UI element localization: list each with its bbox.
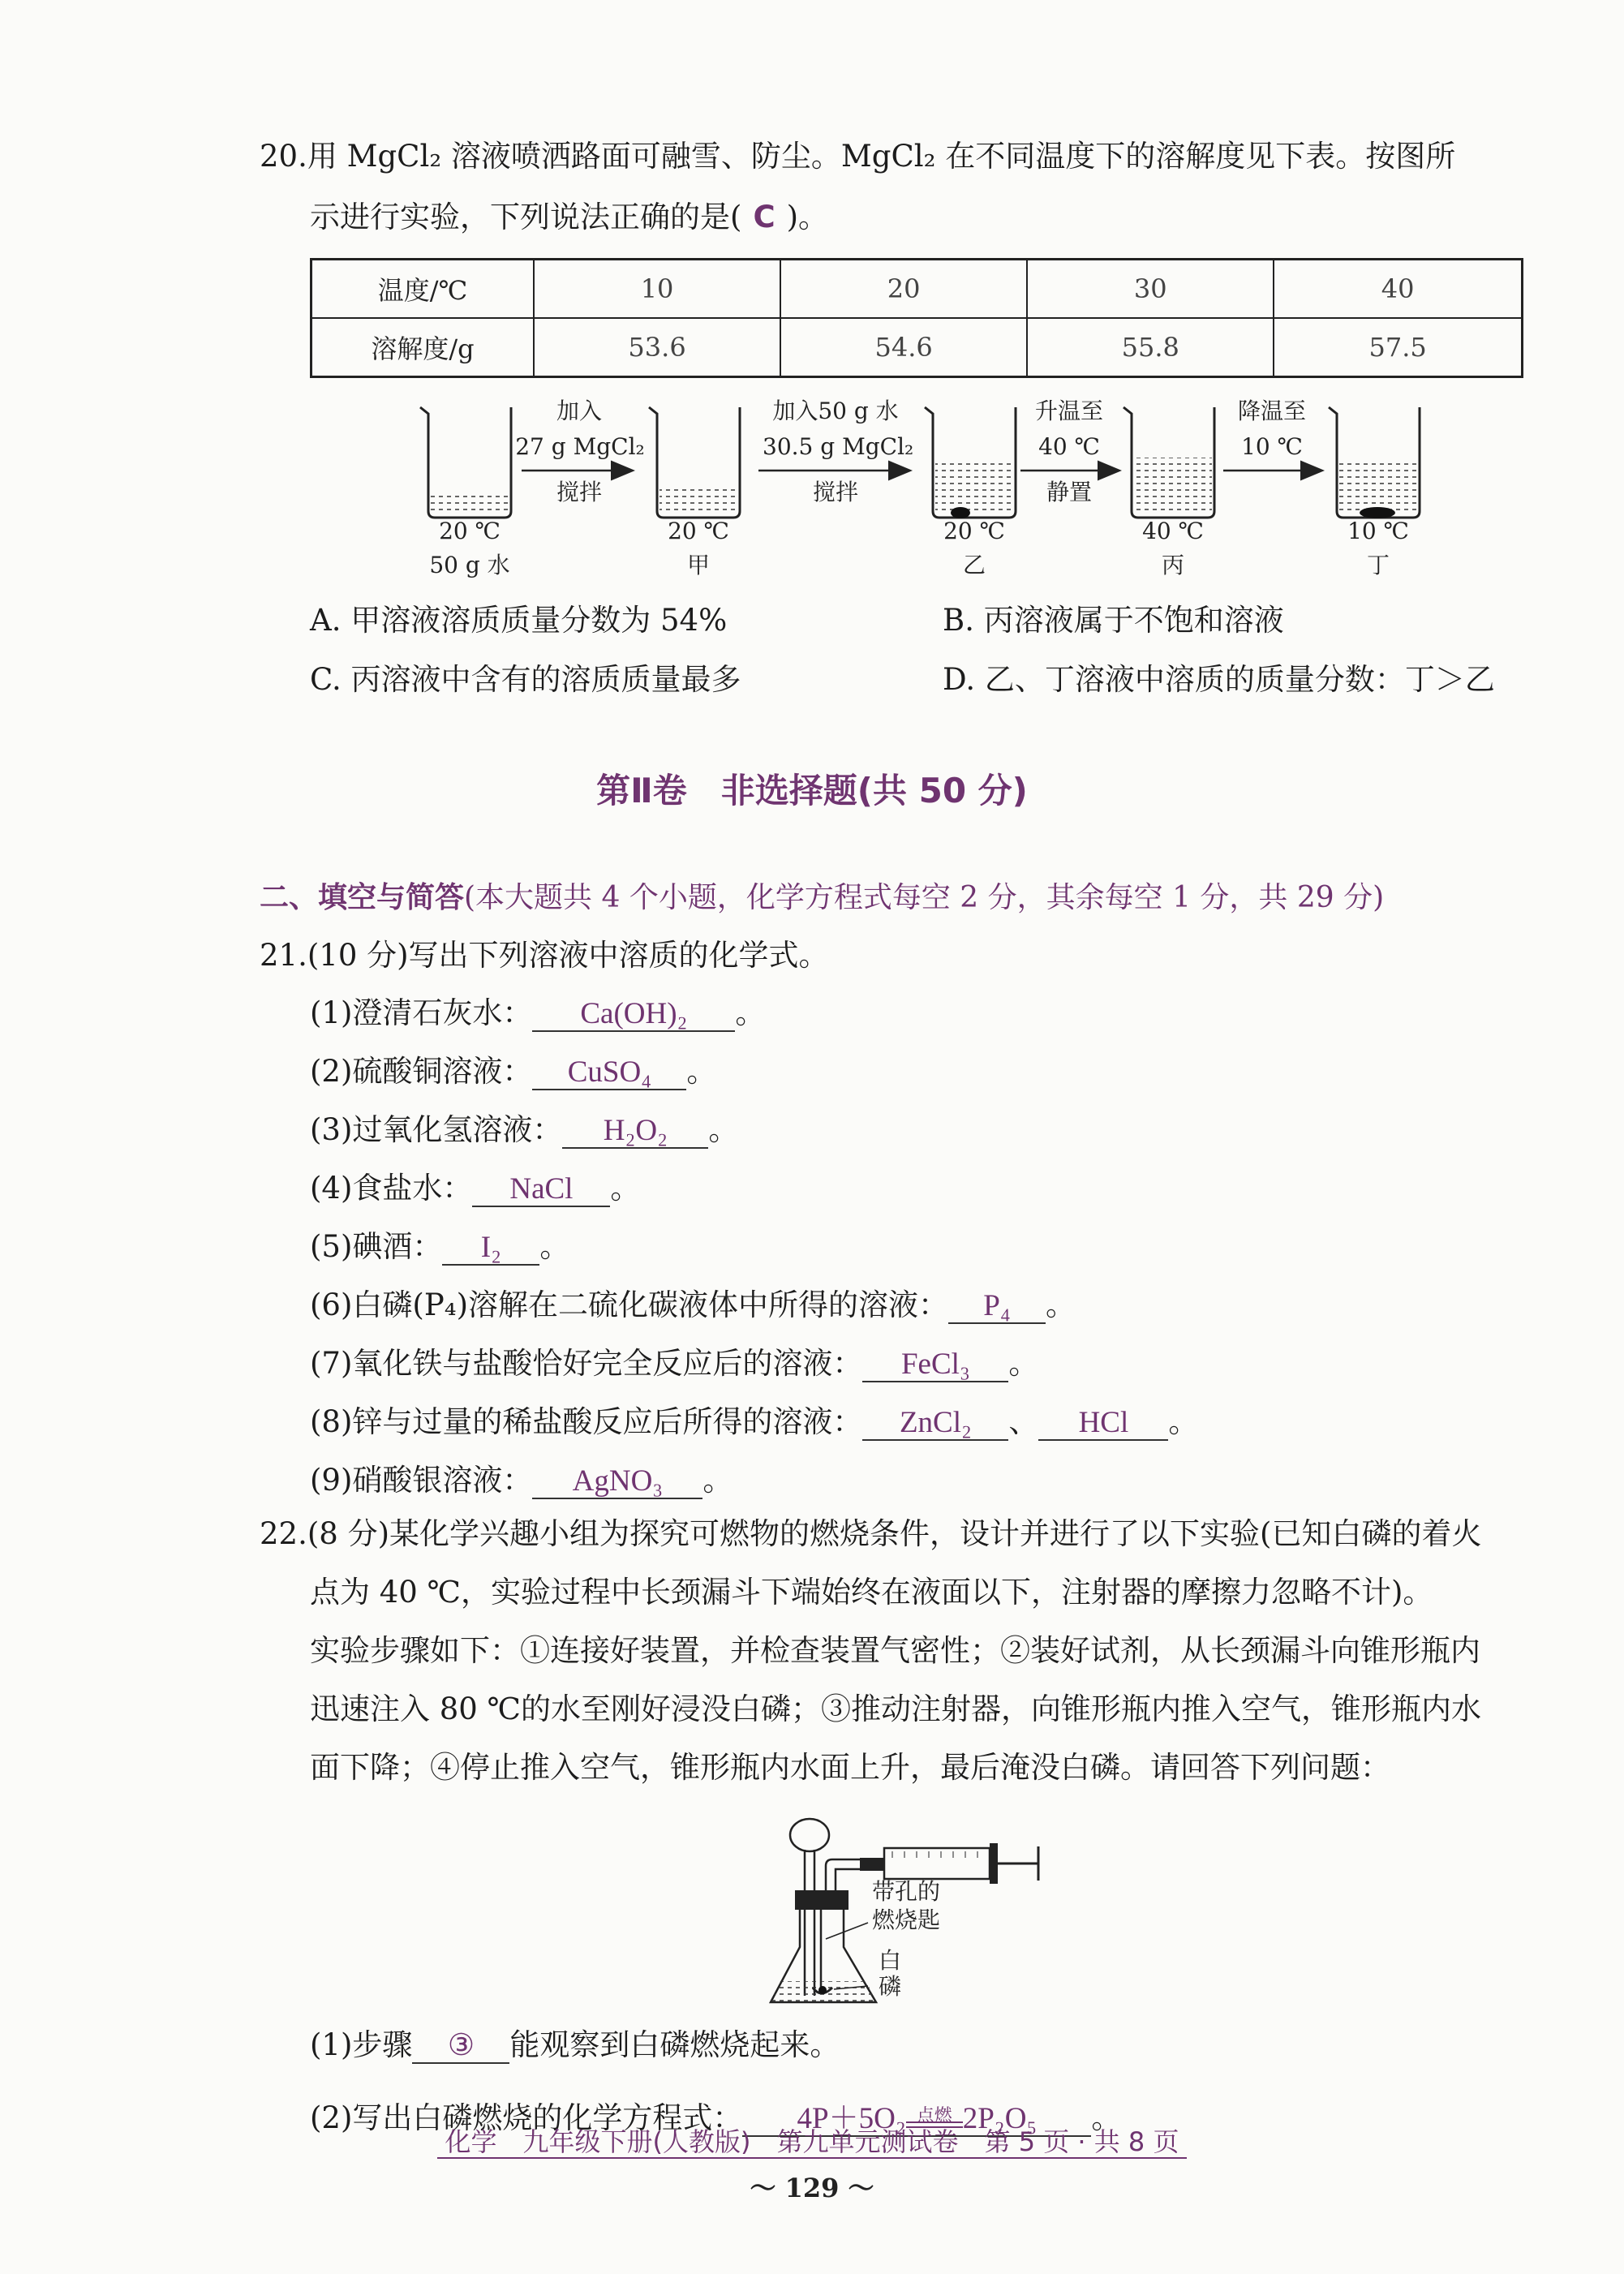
q22-sub2-pre: (2)写出白磷燃烧的化学方程式： — [310, 2100, 743, 2135]
footer — [0, 2121, 1624, 2159]
arrow1-top: 加入 — [556, 398, 602, 424]
q21-item-1 — [310, 995, 765, 1032]
fig-label-spoon-2: 燃烧匙 — [872, 1906, 941, 1933]
q20-line1: 20.用 MgCl₂ 溶液喷洒路面可融雪、防尘。MgCl₂ 在不同温度下的溶解度见下表。按图所 — [260, 139, 1456, 174]
q21-item-label: (1)澄清石灰水： — [310, 995, 533, 1030]
q21-item-label: (9)硝酸银溶液： — [310, 1463, 533, 1498]
beaker4-temp: 10 ℃ — [1347, 518, 1409, 544]
arrow2-mid: 30.5 g MgCl₂ — [763, 433, 914, 460]
q20-line2-pre: 示进行实验，下列说法正确的是( — [310, 200, 742, 234]
equation-left: 4P＋5O₂ — [797, 2102, 906, 2135]
q21-item-4 — [310, 1170, 640, 1207]
table-cell: 57.5 — [1274, 318, 1522, 377]
answer-blank: CuSO₄ — [532, 1056, 686, 1090]
table-cell: 20 — [780, 260, 1027, 319]
period: 。 — [1008, 1346, 1039, 1381]
q20-line2 — [310, 199, 828, 236]
answer-blank: Ca(OH)₂ — [532, 998, 735, 1032]
q21-item-8 — [310, 1404, 1198, 1441]
page-number: ～ 129 ～ — [750, 2173, 874, 2203]
q22-sub1-pre: (1)步骤 — [310, 2027, 413, 2062]
q20-option-b: B. 丙溶液属于不饱和溶液 — [943, 603, 1284, 638]
answer-blank: ZnCl₂ — [862, 1407, 1008, 1441]
table-header-temp: 温度/℃ — [311, 260, 535, 319]
q21-item-label: (5)碘酒： — [310, 1229, 443, 1264]
q22-sub1-post: 能观察到白磷燃烧起来。 — [509, 2027, 840, 2062]
arrow2-bottom: 搅拌 — [812, 479, 858, 505]
table-cell: 40 — [1274, 260, 1522, 319]
answer-blank: AgNO₃ — [532, 1465, 702, 1499]
equation-condition: 点燃 — [916, 2106, 952, 2126]
q21-stem: 21.(10 分)写出下列溶液中溶质的化学式。 — [260, 938, 829, 973]
beaker2-temp: 20 ℃ — [943, 518, 1005, 544]
answer-blank: NaCl — [472, 1173, 610, 1207]
q20-answer: C — [753, 200, 775, 234]
q20-line2-post: )。 — [786, 200, 829, 234]
table-cell: 10 — [534, 260, 780, 319]
answer-blank: H₂O₂ — [562, 1115, 708, 1149]
section2-heading-bold: 二、填空与简答 — [260, 881, 465, 914]
period: 。 — [539, 1229, 570, 1264]
beaker1-label: 甲 — [686, 552, 710, 578]
period: 。 — [708, 1112, 739, 1147]
q21-item-2 — [310, 1053, 716, 1090]
q22-line1: 22.(8 分)某化学兴趣小组为探究可燃物的燃烧条件，设计并进行了以下实验(已知白磷的着火 — [260, 1516, 1482, 1551]
period: 。 — [1168, 1404, 1199, 1439]
footer-text: 化学 九年级下册(人教版) 第九单元测试卷 第 5 页 · 共 8 页 — [437, 2126, 1188, 2159]
beaker-yi — [925, 407, 1016, 518]
beaker3-label: 丙 — [1161, 552, 1184, 578]
q21-item-3 — [310, 1111, 738, 1149]
q21-item-6 — [310, 1287, 1076, 1324]
q21-item-label: (4)食盐水： — [310, 1171, 473, 1206]
beaker-jia — [649, 407, 740, 518]
q21-item-5 — [310, 1228, 569, 1266]
equation-right: 2P₂O₅ — [962, 2102, 1038, 2135]
arrow2-top: 加入50 g 水 — [772, 398, 899, 424]
arrow1-mid: 27 g MgCl₂ — [515, 433, 645, 460]
beaker-water — [420, 407, 511, 518]
beaker1-temp: 20 ℃ — [668, 518, 729, 544]
beaker2-label: 乙 — [962, 552, 986, 578]
period: 。 — [686, 1054, 717, 1089]
q21-item-7 — [310, 1345, 1038, 1382]
beaker-ding — [1329, 407, 1420, 518]
fig-label-spoon-1: 带孔的 — [872, 1878, 941, 1905]
q22-sub2-post: 。 — [1091, 2100, 1122, 2135]
q21-item-9 — [310, 1462, 733, 1499]
part2-title: 第Ⅱ卷 非选择题(共 50 分) — [596, 771, 1028, 810]
section2-heading-rest: (本大题共 4 个小题，化学方程式每空 2 分，其余每空 1 分，共 29 分) — [464, 881, 1385, 914]
arrow1-bottom: 搅拌 — [556, 479, 602, 505]
period: 。 — [702, 1463, 733, 1498]
period: 。 — [735, 995, 766, 1030]
period: 。 — [610, 1171, 641, 1206]
table-cell: 30 — [1027, 260, 1274, 319]
q20-option-d: D. 乙、丁溶液中溶质的质量分数：丁＞乙 — [943, 662, 1495, 697]
beaker-bing — [1123, 407, 1214, 518]
q22-sub1 — [310, 2027, 840, 2064]
answer-blank-2: HCl — [1038, 1407, 1168, 1441]
separator: 、 — [1008, 1404, 1039, 1439]
q21-item-label: (8)锌与过量的稀盐酸反应后所得的溶液： — [310, 1404, 863, 1439]
q22-line4: 迅速注入 80 ℃的水至刚好浸没白磷；③推动注射器，向锥形瓶内推入空气，锥形瓶内水 — [310, 1692, 1481, 1726]
q22-line5: 面下降；④停止推入空气，锥形瓶内水面上升，最后淹没白磷。请回答下列问题： — [310, 1750, 1390, 1785]
table-cell: 55.8 — [1027, 318, 1274, 377]
q22-line3: 实验步骤如下：①连接好装置，并检查装置气密性；②装好试剂，从长颈漏斗向锥形瓶内 — [310, 1633, 1480, 1668]
section2-heading — [260, 875, 1384, 916]
arrow3-mid: 40 ℃ — [1038, 433, 1100, 460]
arrow3-bottom: 静置 — [1046, 479, 1092, 505]
beaker3-temp: 40 ℃ — [1142, 518, 1204, 544]
table-header-solubility: 溶解度/g — [311, 318, 535, 377]
fig-label-phosphorus-1: 白 — [879, 1947, 902, 1974]
fig-label-phosphorus-2: 磷 — [879, 1973, 902, 2000]
answer-blank: ③ — [412, 2030, 509, 2064]
table-cell: 54.6 — [780, 318, 1027, 377]
answer-blank: P₄ — [948, 1290, 1046, 1324]
arrow4-mid: 10 ℃ — [1241, 433, 1303, 460]
q21-item-label: (6)白磷(P₄)溶解在二硫化碳液体中所得的溶液： — [310, 1287, 949, 1322]
q20-option-a: A. 甲溶液溶质质量分数为 54% — [310, 603, 728, 638]
answer-blank: I₂ — [442, 1232, 539, 1266]
table-row — [311, 260, 1523, 319]
beaker4-label: 丁 — [1366, 552, 1390, 578]
table-cell: 53.6 — [534, 318, 780, 377]
period: 。 — [1046, 1287, 1076, 1322]
arrow3-top: 升温至 — [1034, 398, 1103, 424]
beaker0-label: 50 g 水 — [429, 552, 510, 578]
q21-item-label: (3)过氧化氢溶液： — [310, 1112, 563, 1147]
table-row — [311, 318, 1523, 377]
beaker0-temp: 20 ℃ — [439, 518, 501, 544]
q22-line2: 点为 40 ℃，实验过程中长颈漏斗下端始终在液面以下，注射器的摩擦力忽略不计)。 — [310, 1575, 1433, 1610]
q21-item-label: (2)硫酸铜溶液： — [310, 1054, 533, 1089]
arrow4-top: 降温至 — [1237, 398, 1306, 424]
solubility-table — [310, 258, 1523, 378]
q20-option-c: C. 丙溶液中含有的溶质质量最多 — [310, 662, 741, 697]
q21-item-label: (7)氧化铁与盐酸恰好完全反应后的溶液： — [310, 1346, 863, 1381]
answer-blank: FeCl₃ — [862, 1348, 1008, 1382]
